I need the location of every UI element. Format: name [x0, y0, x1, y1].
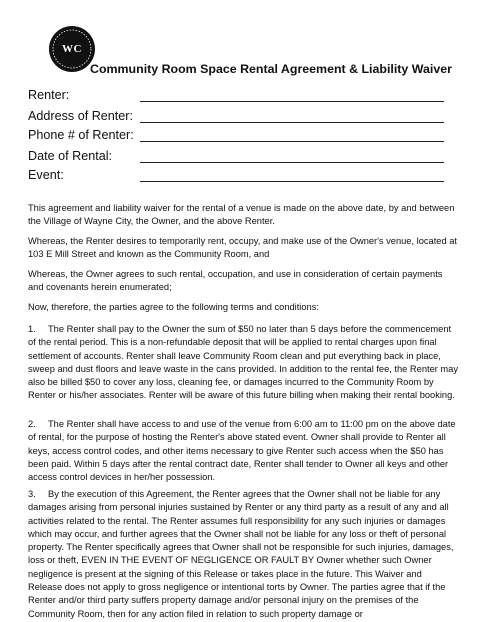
term-2-number: 2. — [28, 419, 36, 429]
renter-blank-line[interactable] — [140, 101, 444, 102]
term-2-text: The Renter shall have access to and use of the venue from 6:00 am to 11:00 pm on the above date of rental, for the purpose of hosting the Renter's above stated event. Owner shall provide to Renter all keys, access control codes, and other items necessary to give Renter such access when the $50 has been paid. Within 5 days after the rental contract date, Renter shall tender to Owner all keys and other access control devices in her/her possession. — [28, 419, 456, 483]
seal-text: WC — [62, 43, 82, 55]
term-1-text: The Renter shall pay to the Owner the sum of $50 no later than 5 days before the commencement of the rental period. This is a non-refundable deposit that will be applied to rental charges upon final settlement of accounts. Renter shall leave Community Room clean and put everything back in place, sweep and dust floors and leave waste in the cans provided. In addition to the rental fee, the Renter may also be billed $50 to cover any loss, cleaning fee, or damages incurred to the Community Room by Renter or his/her associates. Renter will be aware of this future billing when making their rental booking. — [28, 324, 458, 401]
now-therefore-text: Now, therefore, the parties agree to the following terms and conditions: — [28, 302, 319, 312]
date-of-rental-label: Date of Rental: — [28, 149, 113, 163]
phone-of-renter-label: Phone # of Renter: — [28, 128, 134, 142]
whereas-1-text: Whereas, the Renter desires to temporarily rent, occupy, and make use of the Owner's venue, located at 103 E Mill Street and known as the Community Room, and — [28, 236, 457, 260]
date-blank-line[interactable] — [140, 162, 444, 163]
intro-text: This agreement and liability waiver for the rental of a venue is made on the above date, by and between the Village of Wayne City, the Owner, and the above Renter. — [28, 203, 455, 227]
term-paragraph-1 — [28, 323, 458, 403]
term-3-number: 3. — [28, 489, 36, 499]
document-title: Community Room Space Rental Agreement & Liability Waiver — [90, 62, 452, 76]
village-seal-logo — [49, 26, 95, 72]
whereas-paragraph-1 — [28, 235, 458, 262]
address-of-renter-label: Address of Renter: — [28, 109, 133, 123]
term-paragraph-3 — [28, 488, 458, 621]
renter-label: Renter: — [28, 88, 70, 102]
term-1-number: 1. — [28, 324, 36, 334]
intro-paragraph — [28, 202, 458, 229]
now-therefore-paragraph — [28, 301, 458, 314]
whereas-2-text: Whereas, the Owner agrees to such rental, occupation, and use in consideration of certain payments and covenants herein enumerated; — [28, 269, 443, 293]
address-blank-line[interactable] — [140, 122, 444, 123]
term-3-text: By the execution of this Agreement, the Renter agrees that the Owner shall not be liable for any damages arising from personal injuries sustained by Renter or any third party as a result of any and all activities related to the rental. The Renter assumes full responsibility for any such injuries or damages which may occur, and further agrees that the Owner shall not be liable for any loss or theft of personal property. The Renter specifically agrees that Owner shall not be responsible for such injuries, damages, loss or theft, EVEN IN THE EVENT OF NEGLIGENCE OR FAULT BY Owner whether such Owner negligence is present at the signing of this Release or takes place in the future. This Waiver and Release does not apply to gross negligence or intentional torts by Owner. The parties agree that if the Renter and/or third party suffers property damage and/or personal injury on the premises of the Community Room, then for any action filed in relation to such property damage or — [28, 489, 454, 619]
phone-blank-line[interactable] — [140, 141, 444, 142]
term-paragraph-2 — [28, 418, 458, 484]
event-blank-line[interactable] — [140, 181, 444, 182]
whereas-paragraph-2 — [28, 268, 458, 295]
event-label: Event: — [28, 168, 64, 182]
